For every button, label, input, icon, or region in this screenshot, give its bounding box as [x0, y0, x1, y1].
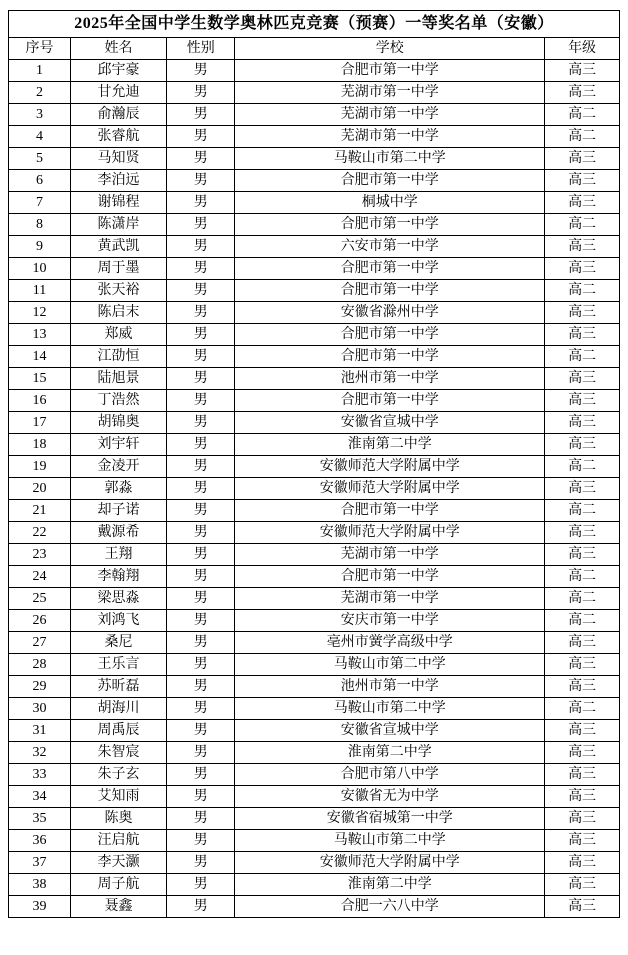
table-header-row: [9, 38, 620, 60]
cell-gender: 男: [167, 808, 235, 830]
cell-grade: 高三: [545, 302, 620, 324]
table-row: [9, 434, 620, 456]
cell-index: 17: [9, 412, 71, 434]
cell-index: 15: [9, 368, 71, 390]
cell-grade: 高三: [545, 148, 620, 170]
cell-name: 郭淼: [70, 478, 166, 500]
cell-grade: 高三: [545, 896, 620, 918]
column-header-grade: 年级: [545, 38, 620, 60]
cell-gender: 男: [167, 698, 235, 720]
table-row: [9, 588, 620, 610]
cell-school: 合肥市第一中学: [235, 170, 545, 192]
cell-index: 6: [9, 170, 71, 192]
cell-grade: 高二: [545, 346, 620, 368]
cell-grade: 高三: [545, 368, 620, 390]
cell-gender: 男: [167, 544, 235, 566]
cell-name: 黄武凯: [70, 236, 166, 258]
cell-grade: 高三: [545, 852, 620, 874]
cell-name: 桑尼: [70, 632, 166, 654]
cell-school: 安徽师范大学附属中学: [235, 456, 545, 478]
cell-grade: 高二: [545, 500, 620, 522]
cell-name: 苏昕磊: [70, 676, 166, 698]
cell-school: 池州市第一中学: [235, 368, 545, 390]
cell-index: 5: [9, 148, 71, 170]
cell-name: 李泊远: [70, 170, 166, 192]
cell-name: 王翔: [70, 544, 166, 566]
cell-name: 陆旭景: [70, 368, 166, 390]
cell-grade: 高三: [545, 236, 620, 258]
cell-grade: 高三: [545, 434, 620, 456]
cell-gender: 男: [167, 522, 235, 544]
table-row: [9, 720, 620, 742]
table-row: [9, 302, 620, 324]
cell-gender: 男: [167, 302, 235, 324]
cell-index: 8: [9, 214, 71, 236]
cell-gender: 男: [167, 170, 235, 192]
table-row: [9, 830, 620, 852]
cell-index: 12: [9, 302, 71, 324]
column-header-school: 学校: [235, 38, 545, 60]
cell-gender: 男: [167, 500, 235, 522]
cell-name: 郑威: [70, 324, 166, 346]
cell-index: 20: [9, 478, 71, 500]
cell-grade: 高二: [545, 104, 620, 126]
cell-index: 31: [9, 720, 71, 742]
cell-school: 安徽师范大学附属中学: [235, 478, 545, 500]
cell-name: 陈启末: [70, 302, 166, 324]
cell-gender: 男: [167, 214, 235, 236]
table-row: [9, 874, 620, 896]
cell-index: 34: [9, 786, 71, 808]
cell-school: 合肥市第一中学: [235, 214, 545, 236]
cell-name: 梁思淼: [70, 588, 166, 610]
cell-grade: 高三: [545, 192, 620, 214]
cell-grade: 高三: [545, 390, 620, 412]
cell-index: 36: [9, 830, 71, 852]
table-row: [9, 82, 620, 104]
cell-grade: 高二: [545, 126, 620, 148]
cell-gender: 男: [167, 434, 235, 456]
cell-index: 27: [9, 632, 71, 654]
cell-gender: 男: [167, 654, 235, 676]
cell-gender: 男: [167, 324, 235, 346]
cell-name: 丁浩然: [70, 390, 166, 412]
cell-index: 26: [9, 610, 71, 632]
cell-index: 18: [9, 434, 71, 456]
cell-grade: 高三: [545, 632, 620, 654]
table-row: [9, 786, 620, 808]
cell-grade: 高三: [545, 808, 620, 830]
table-row: [9, 522, 620, 544]
cell-school: 淮南第二中学: [235, 434, 545, 456]
table-row: [9, 60, 620, 82]
cell-name: 邱宇豪: [70, 60, 166, 82]
cell-grade: 高二: [545, 214, 620, 236]
cell-school: 合肥市第一中学: [235, 346, 545, 368]
cell-school: 亳州市黉学高级中学: [235, 632, 545, 654]
cell-index: 38: [9, 874, 71, 896]
cell-school: 芜湖市第一中学: [235, 104, 545, 126]
cell-grade: 高二: [545, 456, 620, 478]
cell-name: 刘鸿飞: [70, 610, 166, 632]
cell-index: 16: [9, 390, 71, 412]
table-row: [9, 324, 620, 346]
table-row: [9, 148, 620, 170]
cell-school: 桐城中学: [235, 192, 545, 214]
cell-grade: 高三: [545, 830, 620, 852]
cell-gender: 男: [167, 148, 235, 170]
cell-index: 37: [9, 852, 71, 874]
cell-index: 10: [9, 258, 71, 280]
cell-grade: 高三: [545, 786, 620, 808]
cell-grade: 高二: [545, 610, 620, 632]
cell-index: 9: [9, 236, 71, 258]
cell-gender: 男: [167, 588, 235, 610]
table-row: [9, 676, 620, 698]
column-header-gender: 性别: [167, 38, 235, 60]
cell-grade: 高三: [545, 412, 620, 434]
cell-grade: 高三: [545, 522, 620, 544]
cell-grade: 高三: [545, 764, 620, 786]
table-row: [9, 698, 620, 720]
cell-index: 19: [9, 456, 71, 478]
table-row: [9, 258, 620, 280]
cell-school: 合肥市第一中学: [235, 390, 545, 412]
column-header-index: 序号: [9, 38, 71, 60]
cell-name: 李天灏: [70, 852, 166, 874]
cell-name: 却子诺: [70, 500, 166, 522]
cell-gender: 男: [167, 346, 235, 368]
cell-name: 胡锦奥: [70, 412, 166, 434]
table-row: [9, 214, 620, 236]
cell-name: 戴源希: [70, 522, 166, 544]
cell-grade: 高三: [545, 170, 620, 192]
cell-gender: 男: [167, 192, 235, 214]
cell-index: 30: [9, 698, 71, 720]
cell-name: 聂鑫: [70, 896, 166, 918]
cell-gender: 男: [167, 786, 235, 808]
cell-school: 合肥市第一中学: [235, 500, 545, 522]
table-row: [9, 610, 620, 632]
cell-school: 马鞍山市第二中学: [235, 830, 545, 852]
cell-name: 艾知雨: [70, 786, 166, 808]
cell-index: 35: [9, 808, 71, 830]
cell-school: 合肥市第一中学: [235, 60, 545, 82]
cell-school: 合肥市第八中学: [235, 764, 545, 786]
cell-gender: 男: [167, 676, 235, 698]
cell-grade: 高三: [545, 258, 620, 280]
cell-index: 3: [9, 104, 71, 126]
cell-gender: 男: [167, 566, 235, 588]
cell-grade: 高二: [545, 280, 620, 302]
cell-name: 周子航: [70, 874, 166, 896]
table-row: [9, 500, 620, 522]
cell-name: 胡海川: [70, 698, 166, 720]
cell-gender: 男: [167, 632, 235, 654]
cell-index: 7: [9, 192, 71, 214]
table-row: [9, 104, 620, 126]
cell-school: 合肥一六八中学: [235, 896, 545, 918]
cell-grade: 高三: [545, 742, 620, 764]
table-row: [9, 456, 620, 478]
table-row: [9, 390, 620, 412]
cell-gender: 男: [167, 280, 235, 302]
cell-gender: 男: [167, 720, 235, 742]
cell-gender: 男: [167, 610, 235, 632]
cell-school: 马鞍山市第二中学: [235, 148, 545, 170]
cell-grade: 高二: [545, 698, 620, 720]
cell-index: 13: [9, 324, 71, 346]
cell-name: 周禹辰: [70, 720, 166, 742]
cell-gender: 男: [167, 478, 235, 500]
cell-school: 安徽师范大学附属中学: [235, 852, 545, 874]
cell-gender: 男: [167, 896, 235, 918]
cell-gender: 男: [167, 456, 235, 478]
cell-school: 六安市第一中学: [235, 236, 545, 258]
cell-index: 25: [9, 588, 71, 610]
cell-school: 安徽师范大学附属中学: [235, 522, 545, 544]
cell-gender: 男: [167, 82, 235, 104]
cell-name: 周于墨: [70, 258, 166, 280]
table-row: [9, 126, 620, 148]
cell-school: 淮南第二中学: [235, 742, 545, 764]
cell-index: 4: [9, 126, 71, 148]
table-row: [9, 632, 620, 654]
cell-school: 安徽省无为中学: [235, 786, 545, 808]
cell-index: 21: [9, 500, 71, 522]
cell-name: 江劭恒: [70, 346, 166, 368]
cell-gender: 男: [167, 236, 235, 258]
cell-name: 汪启航: [70, 830, 166, 852]
cell-grade: 高三: [545, 82, 620, 104]
cell-index: 32: [9, 742, 71, 764]
table-row: [9, 808, 620, 830]
cell-name: 朱智宸: [70, 742, 166, 764]
cell-name: 李翰翔: [70, 566, 166, 588]
cell-school: 马鞍山市第二中学: [235, 698, 545, 720]
cell-school: 池州市第一中学: [235, 676, 545, 698]
cell-index: 23: [9, 544, 71, 566]
table-row: [9, 478, 620, 500]
cell-index: 24: [9, 566, 71, 588]
cell-gender: 男: [167, 60, 235, 82]
cell-index: 33: [9, 764, 71, 786]
cell-name: 谢锦程: [70, 192, 166, 214]
cell-grade: 高三: [545, 60, 620, 82]
cell-index: 2: [9, 82, 71, 104]
cell-school: 安庆市第一中学: [235, 610, 545, 632]
table-row: [9, 742, 620, 764]
cell-gender: 男: [167, 104, 235, 126]
cell-gender: 男: [167, 126, 235, 148]
cell-name: 张天裕: [70, 280, 166, 302]
cell-name: 陈潇岸: [70, 214, 166, 236]
cell-grade: 高二: [545, 588, 620, 610]
cell-name: 朱子玄: [70, 764, 166, 786]
cell-grade: 高三: [545, 324, 620, 346]
cell-grade: 高二: [545, 566, 620, 588]
cell-name: 陈奥: [70, 808, 166, 830]
cell-name: 张睿航: [70, 126, 166, 148]
cell-gender: 男: [167, 412, 235, 434]
cell-name: 王乐言: [70, 654, 166, 676]
cell-school: 合肥市第一中学: [235, 324, 545, 346]
table-row: [9, 280, 620, 302]
cell-gender: 男: [167, 764, 235, 786]
table-row: [9, 764, 620, 786]
table-row: [9, 236, 620, 258]
cell-grade: 高三: [545, 478, 620, 500]
cell-name: 金凌开: [70, 456, 166, 478]
table-row: [9, 852, 620, 874]
cell-grade: 高三: [545, 874, 620, 896]
cell-grade: 高三: [545, 654, 620, 676]
cell-school: 马鞍山市第二中学: [235, 654, 545, 676]
table-row: [9, 654, 620, 676]
table-row: [9, 412, 620, 434]
table-row: [9, 368, 620, 390]
award-list-table: [8, 10, 620, 918]
table-row: [9, 544, 620, 566]
cell-grade: 高三: [545, 720, 620, 742]
cell-index: 39: [9, 896, 71, 918]
cell-school: 淮南第二中学: [235, 874, 545, 896]
cell-index: 1: [9, 60, 71, 82]
cell-gender: 男: [167, 368, 235, 390]
page-title: 2025年全国中学生数学奥林匹克竞赛（预赛）一等奖名单（安徽）: [9, 11, 620, 38]
cell-grade: 高三: [545, 676, 620, 698]
table-row: [9, 192, 620, 214]
cell-gender: 男: [167, 830, 235, 852]
cell-gender: 男: [167, 852, 235, 874]
table-row: [9, 346, 620, 368]
cell-gender: 男: [167, 742, 235, 764]
cell-index: 11: [9, 280, 71, 302]
cell-school: 芜湖市第一中学: [235, 588, 545, 610]
cell-school: 合肥市第一中学: [235, 258, 545, 280]
table-row: [9, 566, 620, 588]
cell-name: 马知贤: [70, 148, 166, 170]
cell-gender: 男: [167, 390, 235, 412]
table-row: [9, 896, 620, 918]
cell-index: 14: [9, 346, 71, 368]
cell-school: 合肥市第一中学: [235, 566, 545, 588]
cell-index: 22: [9, 522, 71, 544]
cell-gender: 男: [167, 258, 235, 280]
column-header-name: 姓名: [70, 38, 166, 60]
cell-school: 芜湖市第一中学: [235, 544, 545, 566]
cell-gender: 男: [167, 874, 235, 896]
cell-school: 芜湖市第一中学: [235, 82, 545, 104]
table-title-row: [9, 11, 620, 38]
table-row: [9, 170, 620, 192]
cell-index: 28: [9, 654, 71, 676]
cell-school: 合肥市第一中学: [235, 280, 545, 302]
cell-school: 安徽省滁州中学: [235, 302, 545, 324]
cell-index: 29: [9, 676, 71, 698]
cell-school: 安徽省宿城第一中学: [235, 808, 545, 830]
cell-school: 安徽省宣城中学: [235, 412, 545, 434]
cell-school: 安徽省宣城中学: [235, 720, 545, 742]
cell-name: 刘宇轩: [70, 434, 166, 456]
cell-grade: 高三: [545, 544, 620, 566]
cell-school: 芜湖市第一中学: [235, 126, 545, 148]
cell-name: 甘允迪: [70, 82, 166, 104]
cell-name: 俞瀚辰: [70, 104, 166, 126]
